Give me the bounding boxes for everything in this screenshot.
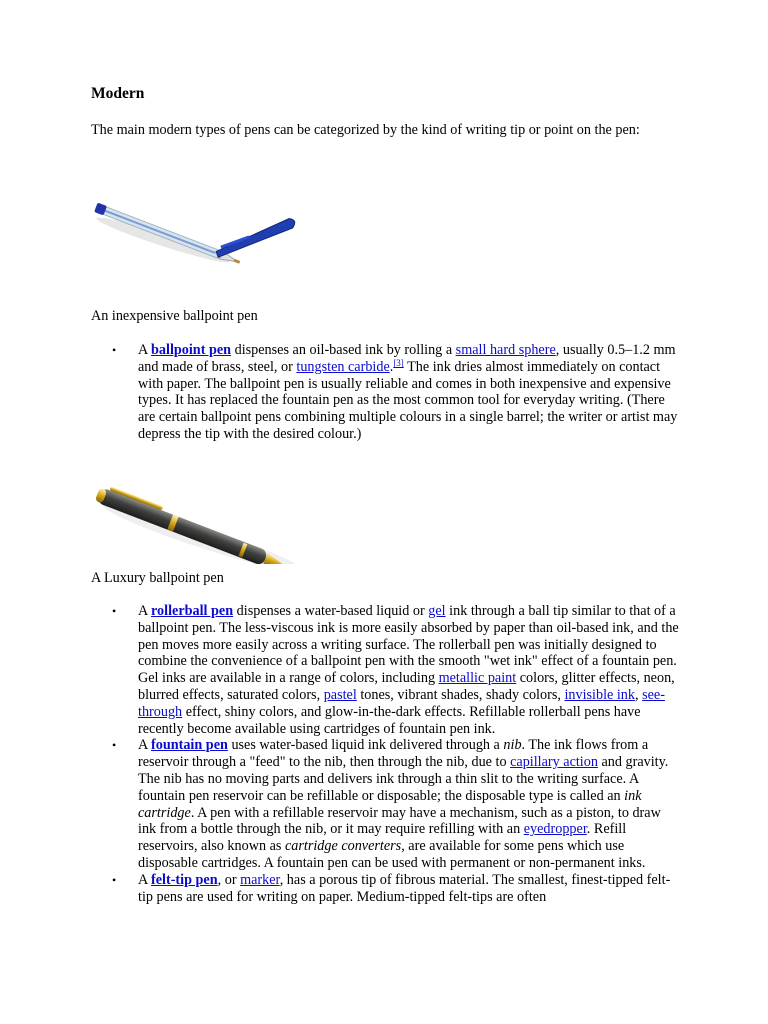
link-fountain-pen[interactable]: fountain pen [151,737,228,754]
list-item-felttip: • A felt-tip pen, or marker, has a porous tip of fibrous material. The smallest, finest-tipped felt-tip pens are used for writing on paper. Medium-tipped felt-tips are often [112,871,671,905]
link-pastel[interactable]: pastel [323,686,357,703]
list-item-fountain: • A fountain pen uses water-based liquid ink delivered through a nib. The ink flows from a reservoir through a "feed" to the nib, then through the nib, due to capillary action and gravity. The nib has no moving parts and delivers ink through a thin slit to the writing surface. A fountain pen reservoir can be refillable or disposable; the disposable type is called an ink cartridge. A pen with a refillable reservoir may have a mechanism, such as a piston, to draw ink from a bottle through the nib, or it may require refilling with an eyedropper. Refill reservoirs, also known as cartridge converters, are available for some pens which use disposable cartridges. A fountain pen can be used with permanent or non-permanent inks. [112,737,669,871]
list-item-rollerball: • A rollerball pen dispenses a water-based liquid or gel ink through a ball tip similar to that of a ballpoint pen. The less-viscous ink is more easily absorbed by paper than oil-based ink, and the pen moves more easily across a writing surface. The rollerball pen was initially designed to combine the convenience of a ballpoint pen with the smooth "wet ink" effect of a fountain pen. Gel inks are available in a range of colors, including metallic paint colors, glitter effects, neon, blurred effects, saturated colors, pastel tones, vibrant shades, shady colors, invisible ink, see-through effect, shiny colors, and glow-in-the-dark effects. Refillable rollerball pens have recently become available using cartridges of fountain pen ink. [112,603,679,737]
pen-types-list-1 [91,342,681,443]
link-rollerball-pen[interactable]: rollerball pen [151,603,234,619]
pen-types-list-2 [91,603,681,905]
link-marker[interactable]: marker [240,871,280,888]
section-heading: Modern [91,85,145,102]
ballpoint-pen-image [93,196,309,278]
link-metallic-paint[interactable]: metallic paint [438,670,517,687]
link-gel[interactable]: gel [428,603,446,619]
list-item-ballpoint: • A ballpoint pen dispenses an oil-based ink by rolling a small hard sphere, usually 0.5–1.2 mm and made of brass, steel, or tungsten carbide.[3] The ink dries almost immediately on contact with paper. The ballpoint pen is usually reliable and comes in both inexpensive and expensive types. It has replaced the fountain pen as the most common tool for everyday writing. (There are certain ballpoint pens combining multiple colours in a single barrel; the writer or artist may depress the tip with the desired colour.) [112,342,678,442]
link-tungsten-carbide[interactable]: tungsten carbide [296,358,390,375]
link-invisible-ink[interactable]: invisible ink [564,686,635,703]
reference-3[interactable]: [3] [393,357,404,368]
bullet: • [112,738,117,753]
luxury-caption: A Luxury ballpoint pen [91,570,224,586]
intro-paragraph: The main modern types of pens can be categorized by the kind of writing tip or point on the pen: [91,122,640,138]
bullet: • [112,872,117,887]
bullet: • [112,604,117,618]
link-see-through[interactable]: see-through [138,686,665,720]
link-small-hard-sphere[interactable]: small hard sphere [455,342,556,358]
ballpoint-caption: An inexpensive ballpoint pen [91,308,258,324]
link-capillary-action[interactable]: capillary action [510,754,598,771]
link-ballpoint-pen[interactable]: ballpoint pen [151,342,232,358]
link-eyedropper[interactable]: eyedropper [523,821,587,838]
link-felt-tip-pen[interactable]: felt-tip pen [151,871,218,888]
bullet: • [112,343,117,357]
luxury-pen-image [93,478,303,564]
